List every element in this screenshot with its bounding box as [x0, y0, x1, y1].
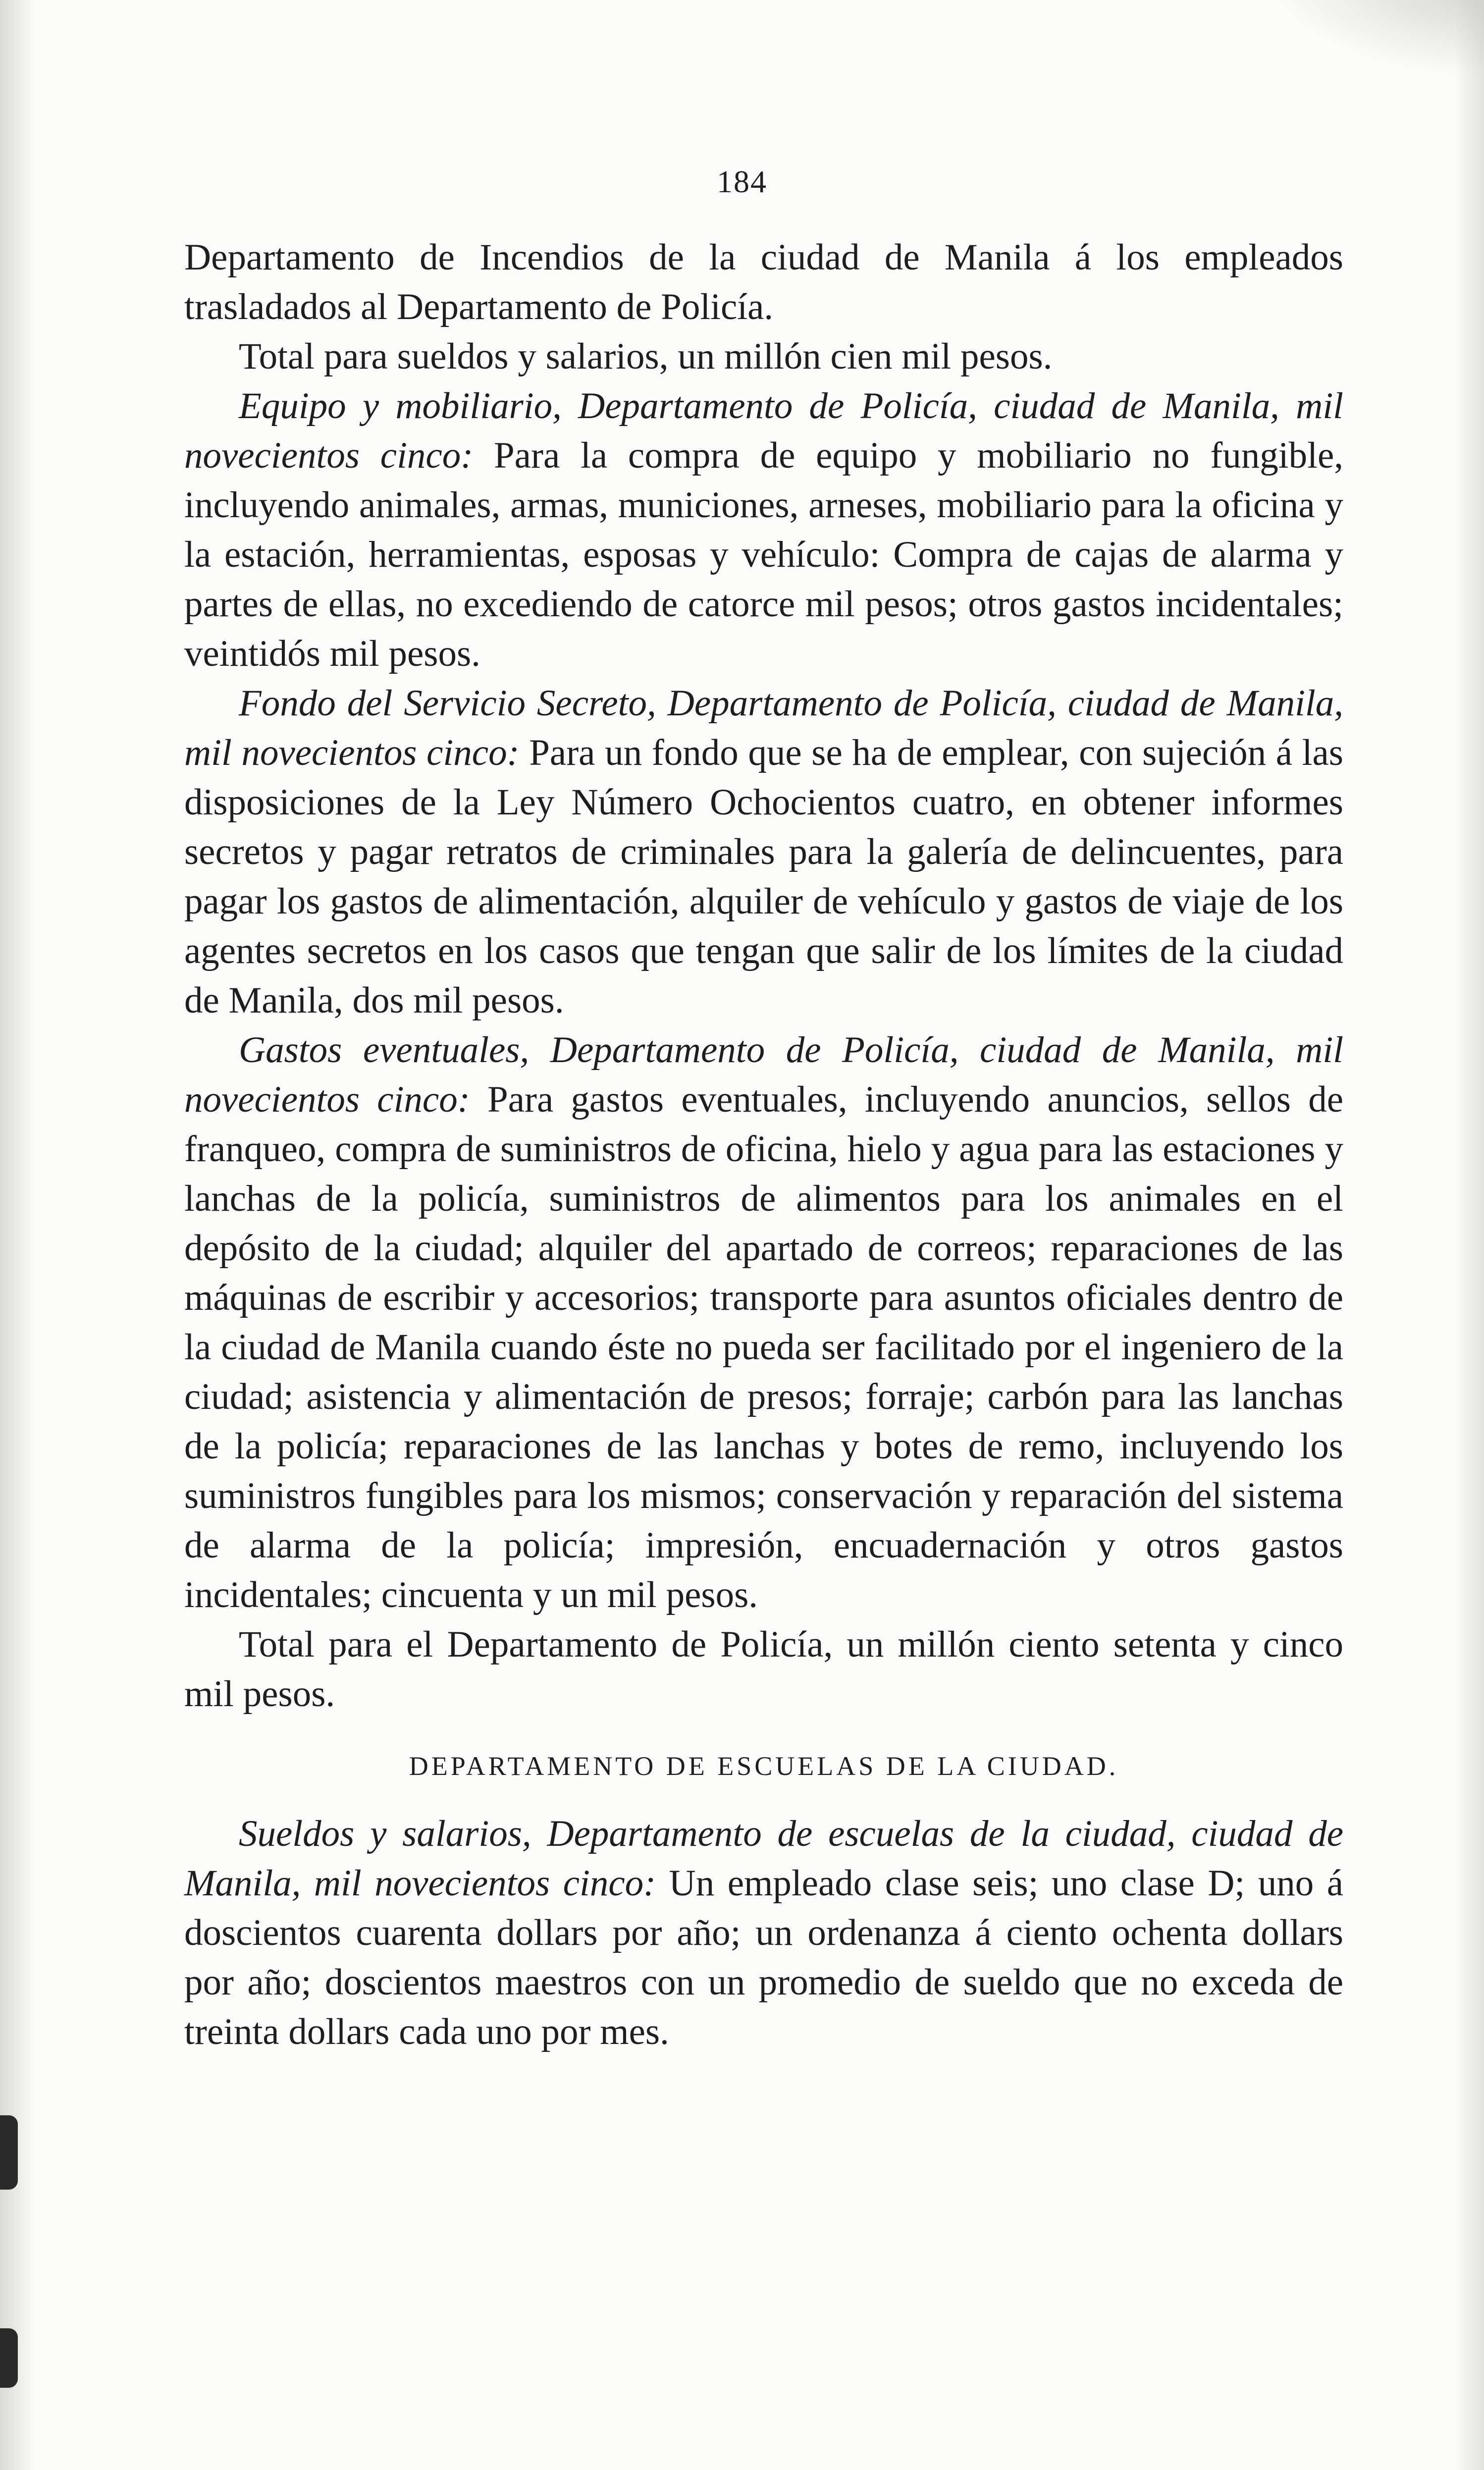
paragraph-police-total — [184, 1620, 1343, 1719]
binding-mark — [0, 2115, 18, 2190]
section-heading: DEPARTAMENTO DE ESCUELAS DE LA CIUDAD. — [409, 1751, 1119, 1781]
paragraph-body: Para un fondo que se ha de emplear, con sujeción á las disposiciones de la Ley Número Ochocientos cuatro, en obtener informes secretos y pagar retratos de criminales para la galería de delincuentes, para pagar los gastos de alimentación, alquiler de vehículo y gastos de viaje de los agentes secretos en los casos que tengan que salir de los límites de la ciudad de Manila, dos mil pesos. — [184, 732, 1343, 1021]
page-number: 184 — [717, 164, 767, 199]
paragraph-italic-heading: Equipo y mobiliario, Departamento de Policía, ciudad de Manila, mil novecientos cinco: — [184, 385, 1343, 476]
page-edge-shadow-left — [0, 0, 35, 2470]
paragraph-italic-heading: Gastos eventuales, Departamento de Policía, ciudad de Manila, mil novecientos cinco: — [184, 1029, 1343, 1120]
body-text — [184, 233, 1343, 2057]
paragraph-body: Para la compra de equipo y mobiliario no fungible, incluyendo animales, armas, municiones, arneses, mobiliario para la oficina y la estación, herramientas, esposas y vehículo: Compra de cajas de alarma y partes de ellas, no excediendo de catorce mil pesos; otros gastos incidentales; veintidós mil pesos. — [184, 435, 1343, 674]
page-corner-shadow — [1266, 0, 1484, 79]
paragraph-body: Total para sueldos y salarios, un millón cien mil pesos. — [239, 336, 1053, 377]
paragraph-contingent-expenses — [184, 1025, 1343, 1620]
page-edge-shadow-right — [1454, 0, 1484, 2470]
paragraph-equipment — [184, 381, 1343, 679]
paragraph-body: Para gastos eventuales, incluyendo anuncios, sellos de franqueo, compra de suministros de oficina, hielo y agua para las estaciones y lanchas de la policía, suministros de alimentos para los animales en el depósito de la ciudad; alquiler del apartado de correos; reparaciones de las máquinas de escribir y accesorios; transporte para asuntos oficiales dentro de la ciudad de Manila cuando éste no pueda ser facilitado por el ingeniero de la ciudad; asistencia y alimentación de presos; forraje; carbón para las lanchas de la policía; reparaciones de las lanchas y botes de remo, incluyendo los suministros fungibles para los mismos; conservación y reparación del sistema de alarma de la policía; impresión, encuadernación y otros gastos incidentales; cincuenta y un mil pesos. — [184, 1079, 1343, 1615]
paragraph-italic-heading: Fondo del Servicio Secreto, Departamento de Policía, ciudad de Manila, mil novecientos cinco: — [184, 683, 1343, 773]
paragraph-total-salaries — [184, 332, 1343, 381]
binding-mark — [0, 2328, 18, 2388]
paragraph-italic-heading: Sueldos y salarios, Departamento de escuelas de la ciudad, ciudad de Manila, mil novecientos cinco: — [184, 1813, 1343, 1904]
paragraph-secret-service — [184, 679, 1343, 1025]
paragraph-body: Departamento de Incendios de la ciudad de Manila á los empleados trasladados al Departamento de Policía. — [184, 237, 1343, 327]
paragraph-body: Un empleado clase seis; uno clase D; uno á doscientos cuarenta dollars por año; un ordenanza á ciento ochenta dollars por año; doscientos maestros con un promedio de sueldo que no exceda de treinta dollars cada uno por mes. — [184, 1863, 1343, 2052]
paragraph-continuation — [184, 233, 1343, 332]
paragraph-school-salaries — [184, 1809, 1343, 2057]
paragraph-body: Total para el Departamento de Policía, un millón ciento setenta y cinco mil pesos. — [184, 1624, 1343, 1715]
